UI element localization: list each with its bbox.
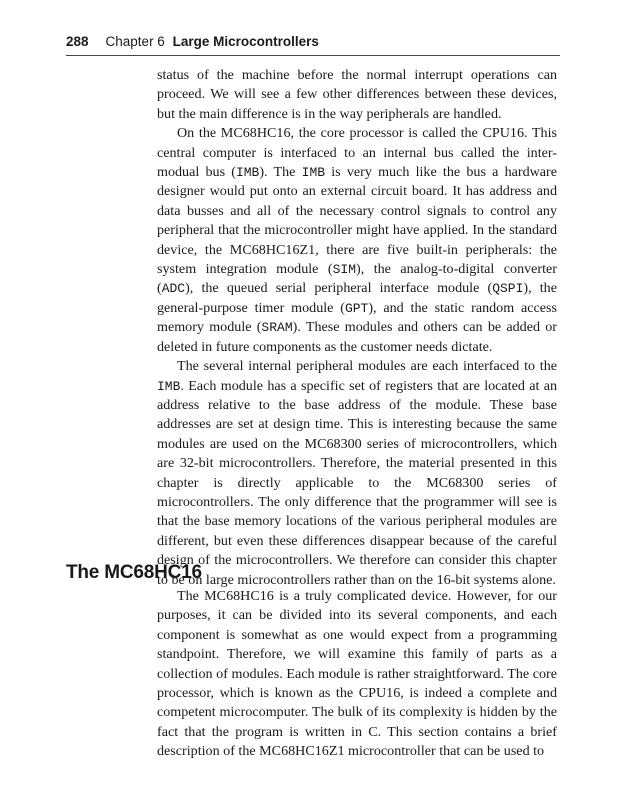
paragraph-mc68hc16-core xyxy=(157,124,557,357)
text-run: ). These modules and others can be added or deleted in future components as the customer needs dictate. xyxy=(157,319,557,355)
text-run: ), the general-purpose timer module ( xyxy=(157,280,557,316)
chapter-label: Chapter 6 xyxy=(105,34,165,49)
text-run: ). The xyxy=(259,164,302,181)
body-text-block-2 xyxy=(157,587,557,762)
text-run: The several internal peripheral modules are each interfaced to the xyxy=(177,358,557,375)
code-term: IMB xyxy=(301,165,326,181)
code-term: SIM xyxy=(332,262,356,278)
code-term: GPT xyxy=(344,300,369,316)
chapter-title: Large Microcontrollers xyxy=(172,34,319,49)
code-term: IMB xyxy=(235,165,260,181)
header-rule xyxy=(66,55,560,56)
text-run: ), the analog-to-digital converter ( xyxy=(157,261,557,297)
code-term: ADC xyxy=(161,281,186,297)
page-number: 288 xyxy=(66,34,89,49)
code-term: QSPI xyxy=(492,281,524,297)
code-term: SRAM xyxy=(261,320,293,336)
paragraph-peripheral-modules xyxy=(157,357,557,590)
text-run: ), the queued serial peripheral interface module ( xyxy=(185,280,493,297)
text-run: is very much like the bus a hardware designer would put onto an external circuit board. It has address and data busses and all of the necessary control signals to control any peripheral that the microcontroller might have applied. In the standard device, the MC68HC16Z1, there are five built-in peripherals: the system integration module ( xyxy=(157,164,558,278)
text-run: . Each module has a specific set of registers that are located at an address relative to the base address of the module. These base addresses are set at design time. This is interesting because the same modules are used on the MC68300 series of microcontrollers, which are 32-bit microcontrollers. Therefore, the material presented in this chapter is directly applicable to the MC68300 series of microcontrollers. The only difference that the programmer will see is that the base memory locations of the various peripheral modules are different, but even these differences disappear because of the careful design of the microcontrollers. We therefore can consider this chapter to be on large microcontrollers rather than on the 16-bit systems alone. xyxy=(157,377,557,588)
body-text-block-1 xyxy=(157,66,557,590)
running-header xyxy=(66,33,560,53)
text-run: ), and the static random access memory module ( xyxy=(157,299,557,336)
paragraph-continued xyxy=(157,66,557,124)
paragraph-section-intro xyxy=(157,587,557,762)
code-term: IMB xyxy=(157,378,181,394)
paragraph-text: The MC68HC16 is a truly complicated device. However, for our purposes, it can be divided into its several components, and each component is somewhat as one would expect from a programming standpoint. Therefore, we will examine this family of parts as a collection of modules. Each module is rather straightforward. The core processor, which is known as the CPU16, is indeed a complete and competent microcomputer. The bulk of its complexity is hidden by the fact that the program is written in C. This section contains a brief description of the MC68HC16Z1 microcontroller that can be used to xyxy=(157,588,557,760)
section-heading: The MC68HC16 xyxy=(66,562,202,583)
paragraph-text: status of the machine before the normal interrupt operations can proceed. We will see a few other differences between these devices, but the main difference is in the way peripherals are handled. xyxy=(157,67,557,122)
text-run: On the MC68HC16, the core processor is called the CPU16. This central computer is interfaced to an internal bus called the inter-modual bus ( xyxy=(157,125,557,181)
